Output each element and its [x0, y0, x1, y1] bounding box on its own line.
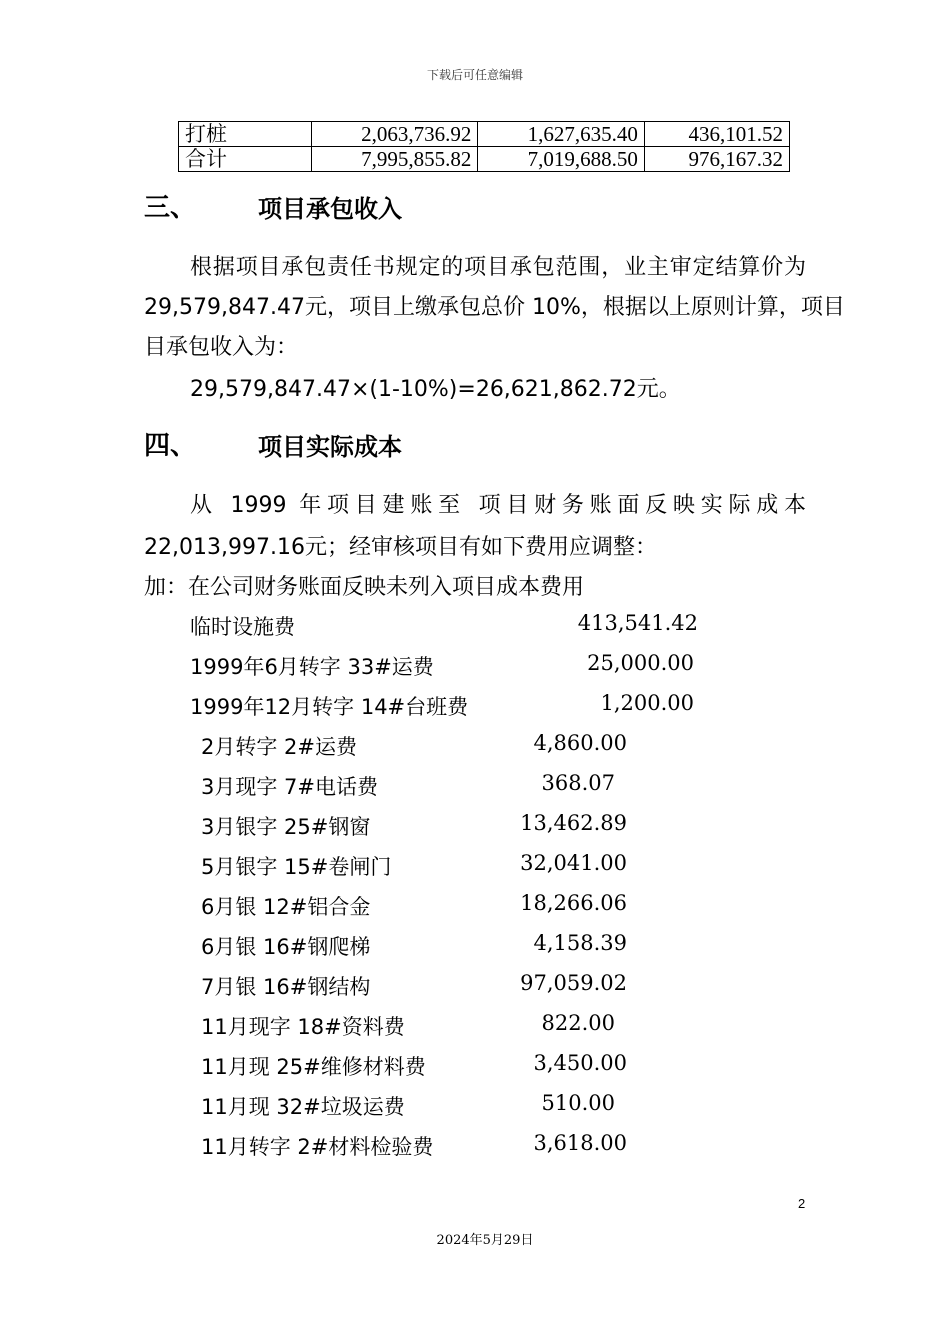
list-item-amount: 97,059.02: [520, 971, 627, 995]
cell-value: 7,019,688.50: [478, 147, 644, 172]
table-row: [179, 122, 790, 147]
list-item-amount: 4,158.39: [533, 931, 627, 955]
list-item-label: 11月现 32#垃圾运费: [201, 1095, 405, 1119]
cell-value: 2,063,736.92: [312, 122, 478, 147]
list-item-amount: 368.07: [541, 771, 615, 795]
list-item-amount: 3,618.00: [533, 1131, 627, 1155]
list-item-amount: 32,041.00: [520, 851, 627, 875]
list-item-amount: 510.00: [541, 1091, 615, 1115]
list-item-amount: 25,000.00: [587, 651, 694, 675]
list-item-amount: 413,541.42: [577, 611, 698, 635]
section3-para-line2: 29,579,847.47元，项目上缴承包总价 10%，根据以上原则计算，项目: [144, 295, 845, 320]
section3-para-line3: 目承包收入为：: [144, 335, 299, 360]
list-item-label: 11月现 25#维修材料费: [201, 1055, 426, 1079]
row-label: 合计: [179, 147, 312, 172]
cell-value: 7,995,855.82: [312, 147, 478, 172]
list-item-label: 3月现字 7#电话费: [201, 775, 378, 799]
cell-value: 1,627,635.40: [478, 122, 644, 147]
list-item-label: 1999年6月转字 33#运费: [190, 655, 434, 679]
list-item-amount: 3,450.00: [533, 1051, 627, 1075]
page-number: 2: [798, 1196, 806, 1211]
list-item-amount: 18,266.06: [520, 891, 627, 915]
section3-title: 项目承包收入: [258, 195, 402, 223]
footer-date: 2024年5月29日: [436, 1233, 534, 1248]
section4-para-line1: 从 1999 年项目建账至 项目财务账面反映实际成本: [190, 493, 806, 518]
list-item-label: 6月银 16#钢爬梯: [201, 935, 371, 959]
list-item-label: 11月转字 2#材料检验费: [201, 1135, 434, 1159]
section3-para-line1: 根据项目承包责任书规定的项目承包范围，业主审定结算价为: [190, 255, 806, 280]
list-item-amount: 4,860.00: [533, 731, 627, 755]
list-item-amount: 1,200.00: [600, 691, 694, 715]
table-row: [179, 147, 790, 172]
header-note: 下载后可任意编辑: [426, 68, 523, 82]
list-item-label: 1999年12月转字 14#台班费: [190, 695, 469, 719]
section4-number: 四、: [144, 431, 197, 461]
cell-value: 436,101.52: [644, 122, 789, 147]
section4-title: 项目实际成本: [258, 433, 402, 461]
section4-add-line: 加：在公司财务账面反映未列入项目成本费用: [144, 575, 585, 600]
cost-table: [178, 121, 790, 172]
list-item-label: 临时设施费: [190, 615, 295, 639]
section3-number: 三、: [144, 193, 197, 223]
row-label: 打桩: [179, 122, 312, 147]
list-item-amount: 822.00: [541, 1011, 615, 1035]
section4-para-line2: 22,013,997.16元；经审核项目有如下费用应调整：: [144, 535, 657, 560]
cell-value: 976,167.32: [644, 147, 789, 172]
list-item-label: 7月银 16#钢结构: [201, 975, 371, 999]
list-item-label: 11月现字 18#资料费: [201, 1015, 405, 1039]
list-item-amount: 13,462.89: [520, 811, 627, 835]
list-item-label: 3月银字 25#钢窗: [201, 815, 371, 839]
list-item-label: 5月银字 15#卷闸门: [201, 855, 392, 879]
section3-formula: 29,579,847.47×(1-10%)=26,621,862.72元。: [190, 377, 681, 402]
list-item-label: 6月银 12#铝合金: [201, 895, 371, 919]
list-item-label: 2月转字 2#运费: [201, 735, 357, 759]
